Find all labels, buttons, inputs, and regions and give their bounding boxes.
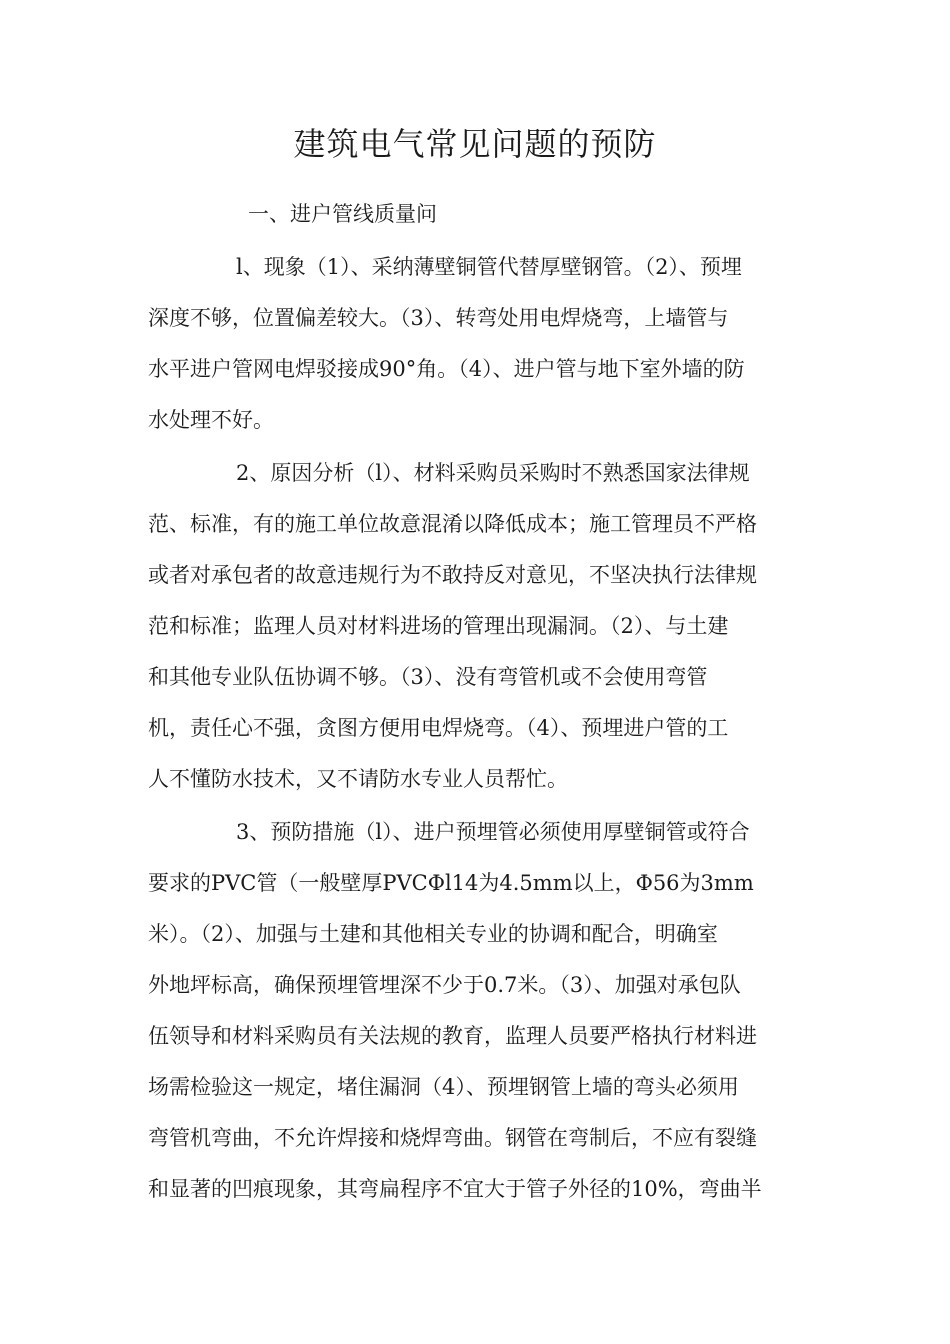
paragraph-line: 外地坪标高，确保预埋管埋深不少于0.7米。（3）、加强对承包队 <box>148 973 741 997</box>
paragraph-line: 水平进户管网电焊驳接成90°角。（4）、进户管与地下室外墙的防 <box>148 357 745 381</box>
paragraph-line: 或者对承包者的故意违规行为不敢持反对意见，不坚决执行法律规 <box>148 563 757 587</box>
paragraph-line: 机，责任心不强，贪图方便用电焊烧弯。（4）、预埋进户管的工 <box>148 716 729 740</box>
paragraph-line: 范和标准；监理人员对材料进场的管理出现漏洞。（2）、与土建 <box>148 614 729 638</box>
paragraph-line: 水处理不好。 <box>148 408 274 432</box>
section-heading: 一、进户管线质量问 <box>248 202 437 226</box>
paragraph-line: 人不懂防水技术，又不请防水专业人员帮忙。 <box>148 767 568 791</box>
paragraph-line: 和其他专业队伍协调不够。（3）、没有弯管机或不会使用弯管 <box>148 665 708 689</box>
paragraph-line: 伍领导和材料采购员有关法规的教育，监理人员要严格执行材料进 <box>148 1024 757 1048</box>
paragraph-line: 弯管机弯曲，不允许焊接和烧焊弯曲。钢管在弯制后，不应有裂缝 <box>148 1126 757 1150</box>
paragraph-line: 2、原因分析（l）、材料采购员采购时不熟悉国家法律规 <box>236 461 750 485</box>
paragraph-line: 范、标准，有的施工单位故意混淆以降低成本；施工管理员不严格 <box>148 512 757 536</box>
paragraph-line: 3、预防措施（l）、进户预埋管必须使用厚壁铜管或符合 <box>236 820 750 844</box>
paragraph-line: 深度不够，位置偏差较大。（3）、转弯处用电焊烧弯，上墙管与 <box>148 306 729 330</box>
paragraph-line: 场需检验这一规定，堵住漏洞（4）、预埋钢管上墙的弯头必须用 <box>148 1075 739 1099</box>
paragraph-line: 和显著的凹痕现象，其弯扁程序不宜大于管子外径的10%，弯曲半 <box>148 1177 762 1201</box>
paragraph-line: l、现象（1）、采纳薄壁铜管代替厚壁钢管。（2）、预埋 <box>236 255 742 279</box>
document-title: 建筑电气常见问题的预防 <box>293 125 657 163</box>
paragraph-line: 米）。（2）、加强与土建和其他相关专业的协调和配合，明确室 <box>148 922 718 946</box>
paragraph-line: 要求的PVC管（一般壁厚PVCΦl14为4.5mm以上，Φ56为3mm <box>148 871 754 895</box>
